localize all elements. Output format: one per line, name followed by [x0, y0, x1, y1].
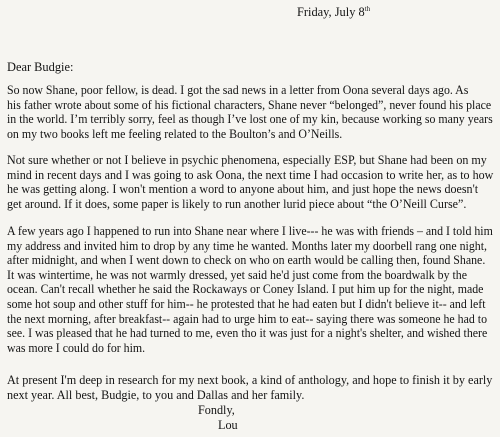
- salutation: Dear Budgie:: [7, 60, 74, 74]
- paragraph-psychic: [7, 153, 499, 211]
- paragraph-line: my address and invited him to drop by any time he wanted. Months later my doorbell rang one night,: [7, 238, 487, 253]
- paragraph-shane-death: [7, 83, 500, 141]
- date-text: Friday, July 8: [297, 5, 365, 19]
- paragraph-line: next year. All best, Budgie, to you and Dallas and her family.: [7, 387, 305, 402]
- paragraph-line: see. I was pleased that he had turned to me, even tho it was just for a night's shelter, and wished there: [7, 326, 488, 341]
- paragraph-line: A few years ago I happened to run into Shane near where I live--- he was with friends – and I told him: [7, 224, 493, 238]
- paragraph-line: was more I could do for him.: [7, 340, 146, 355]
- paragraph-line: So now Shane, poor fellow, is dead. I got the sad news in a letter from Oona several days ago. As: [7, 83, 469, 97]
- paragraph-line: some hot soup and other stuff for him-- he protested that he had eaten but I didn't believe it-- and left: [7, 296, 486, 311]
- paragraph-next-book: [7, 373, 492, 402]
- paragraph-line: after midnight, and when I went down to check on who on earth would be calling then, found Shane.: [7, 253, 486, 268]
- paragraph-line: mind in recent days and I was going to ask Oona, the next time I had occasion to write her, as to how: [7, 167, 494, 182]
- paragraph-line: At present I'm deep in research for my next book, a kind of anthology, and hope to finish it by early: [7, 373, 493, 387]
- paragraph-line: the next morning, after breakfast-- again had to urge him to eat-- saying there was someone he had to: [7, 311, 488, 326]
- letter-date: [297, 5, 370, 19]
- paragraph-line: get around. If it does, some paper is likely to run another lurid piece about “the O’Neill Curse”.: [7, 196, 467, 211]
- paragraph-line: his father wrote about some of his fictional characters, Shane never “belonged”, never found his place: [7, 97, 492, 112]
- paragraph-line: It was wintertime, he was not warmly dressed, yet said he'd just come from the boardwalk by the: [7, 267, 467, 282]
- paragraph-line: in the world. I’m terribly sorry, feel as though I’ve lost one of my kin, because working so many years: [7, 112, 493, 127]
- paragraph-line: ocean. Can't recall whether he said the Rockaways or Coney Island. I put him up for the night, made: [7, 282, 484, 297]
- paragraph-visit: [7, 224, 500, 355]
- date-ordinal-suffix: th: [364, 4, 371, 13]
- paragraph-line: he was getting along. I won't mention a word to anyone about him, and just hope the news doesn't: [7, 182, 479, 197]
- closing: Fondly,: [198, 403, 235, 417]
- paragraph-line: on my two books left me feeling related to the Boulton’s and O’Neills.: [7, 126, 343, 141]
- signature: Lou: [218, 418, 238, 432]
- paragraph-line: Not sure whether or not I believe in psychic phenomena, especially ESP, but Shane had been on my: [7, 153, 487, 167]
